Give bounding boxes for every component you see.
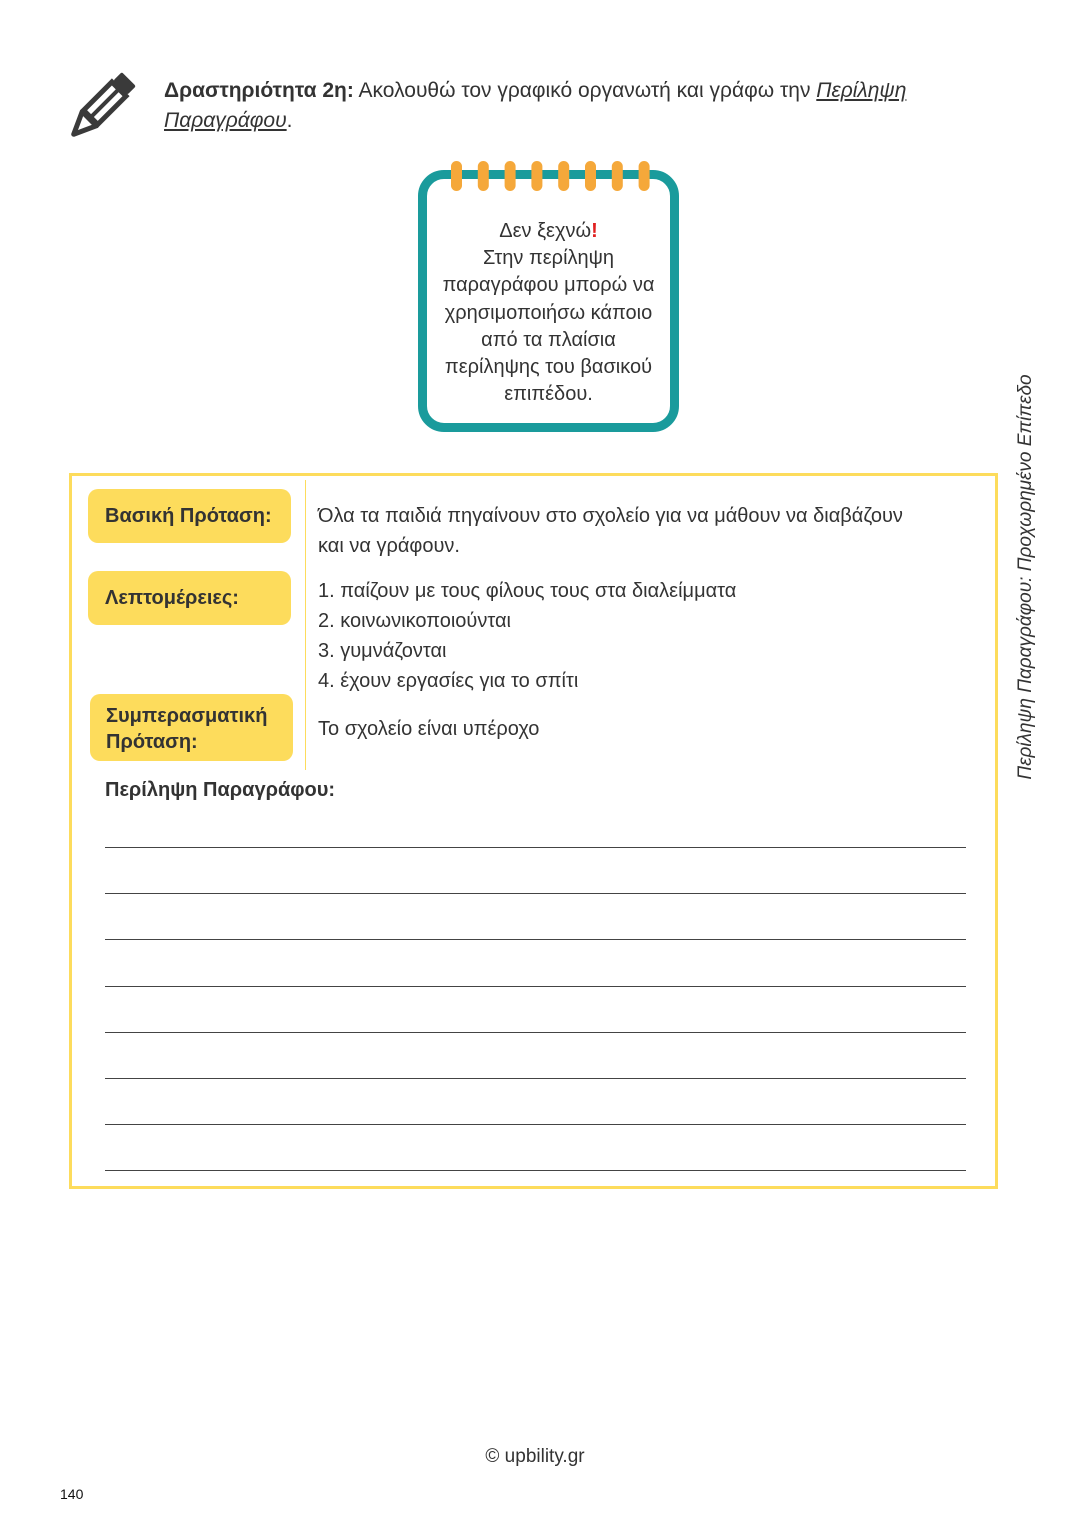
notebook-ring [531,161,542,191]
graphic-organizer [69,473,998,1189]
notebook-ring [478,161,489,191]
main-sentence-label: Βασική Πρόταση: [88,489,291,543]
writing-line[interactable] [105,848,966,894]
writing-line[interactable] [105,1125,966,1171]
writing-line[interactable] [105,987,966,1033]
pencil-icon [66,70,138,142]
summary-writing-area[interactable] [105,847,966,1171]
writing-line[interactable] [105,940,966,986]
notebook-rings-icon [448,161,650,191]
notebook-ring [451,161,462,191]
activity-end: . [286,109,293,132]
side-title: Περίληψη Παραγράφου: Προχωρημένο Επίπεδο [1015,374,1036,780]
conclusion-text: Το σχολείο είναι υπέροχο [318,718,540,740]
details-label: Λεπτομέρειες: [88,571,291,625]
activity-instruction [164,76,954,136]
details-list [318,576,736,696]
conclusion-label: Συμπερασματική Πρόταση: [90,694,293,761]
page-number: 140 [60,1486,84,1502]
detail-item: 2. κοινωνικοποιούνται [318,610,511,632]
writing-line[interactable] [105,1079,966,1125]
notebook-ring [639,161,650,191]
footer-copyright: © upbility.gr [485,1446,585,1467]
activity-label: Δραστηριότητα 2η: [164,79,354,102]
writing-line[interactable] [105,1033,966,1079]
note-heading: Δεν ξεχνώ [499,220,592,242]
notebook-ring [585,161,596,191]
detail-item: 3. γυμνάζονται [318,640,447,662]
reminder-note [418,170,679,432]
writing-line[interactable] [105,894,966,940]
notebook-ring [505,161,516,191]
activity-link[interactable]: Περίληψη Παραγράφου [164,79,907,132]
note-text [432,218,665,408]
note-body: Στην περίληψη παραγράφου μπορώ να χρησιμοποιήσω κάποιο από τα πλαίσια περίληψης του βασικού επιπέδου. [442,247,655,406]
main-sentence-text: Όλα τα παιδιά πηγαίνουν στο σχολείο για να μάθουν να διαβάζουν και να γράφουν. [318,505,903,557]
notebook-ring [612,161,623,191]
detail-item: 1. παίζουν με τους φίλους τους στα διαλείμματα [318,580,737,602]
note-exclamation: ! [591,220,598,242]
summary-label: Περίληψη Παραγράφου: [105,779,336,801]
notebook-ring [558,161,569,191]
organizer-divider [305,480,306,770]
activity-text: Ακολουθώ τον γραφικό οργανωτή και γράφω την [353,79,817,102]
detail-item: 4. έχουν εργασίες για το σπίτι [318,670,579,692]
